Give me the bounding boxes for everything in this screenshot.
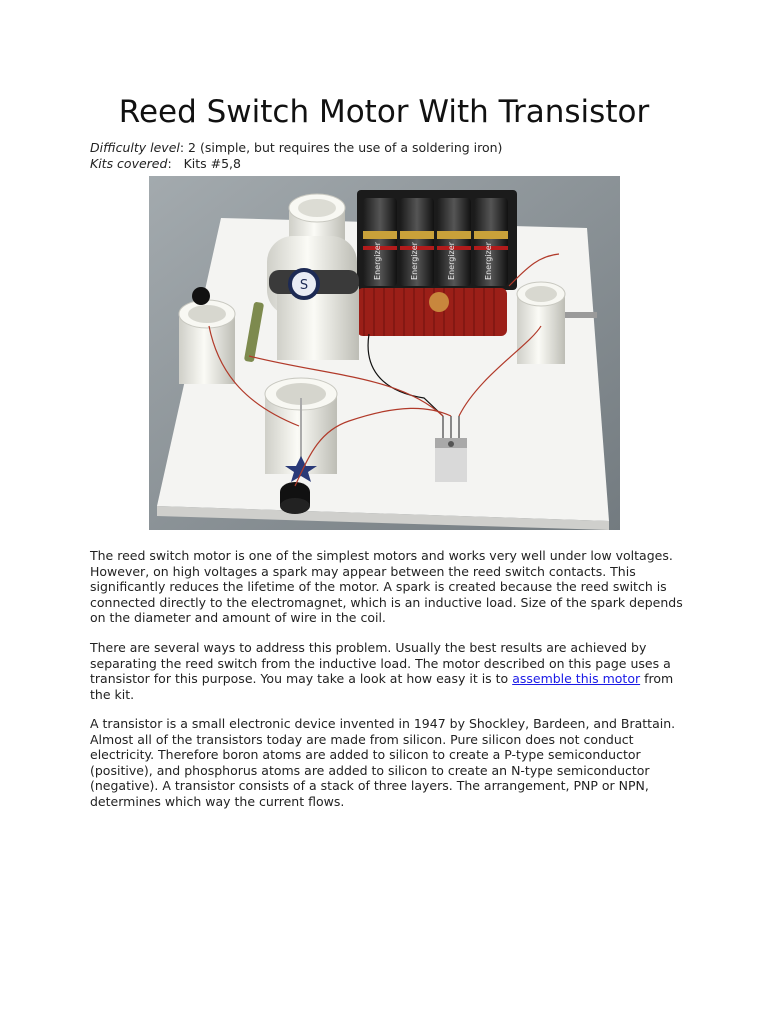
capacitor xyxy=(429,292,449,312)
paragraph-2-text-b: from the kit. xyxy=(90,671,674,702)
motor-photo xyxy=(149,176,620,530)
paragraph-2-text-a: There are several ways to address this problem. Usually the best results are achieved by separating the reed switch from the inductive load. The motor described on this page uses a transistor for this purpose. You may take a look at how easy it is to xyxy=(90,640,671,686)
svg-text:Energizer: Energizer xyxy=(484,242,493,280)
kits-label: Kits covered xyxy=(90,156,168,171)
svg-text:S: S xyxy=(299,278,309,293)
svg-text:Energizer: Energizer xyxy=(447,242,456,280)
svg-text:Energizer: Energizer xyxy=(410,242,419,280)
svg-text:Energizer: Energizer xyxy=(373,242,382,280)
page-title: Reed Switch Motor With Transistor xyxy=(118,94,650,130)
assemble-motor-link[interactable]: assemble this motor xyxy=(512,671,641,686)
difficulty-value: : 2 (simple, but requires the use of a soldering iron) xyxy=(179,140,503,155)
difficulty-label: Difficulty level xyxy=(90,140,180,155)
kits-value: : Kits #5,8 xyxy=(167,156,241,171)
meta-info xyxy=(90,140,502,172)
paragraph-3: A transistor is a small electronic device invented in 1947 by Shockley, Bardeen, and Brattain. Almost all of the transistors today are made from silicon. Pure silicon does not conduct electricity. Therefore boron atoms are added to silicon to create a P-type semiconductor (positive), and phosphorus atoms are added to silicon to create an N-type semiconductor (negative). A transistor consists of a stack of three layers. The arrangement, PNP or NPN, determines which way the current flows. xyxy=(90,716,676,809)
paragraph-1: The reed switch motor is one of the simplest motors and works very well under low voltages. However, on high voltages a spark may appear between the reed switch contacts. This significantly reduces the lifetime of the motor. A spark is created because the reed switch is connected directly to the electromagnet, which is an inductive load. Size of the spark depends on the diameter and amount of wire in the coil. xyxy=(90,548,683,625)
paragraph-2 xyxy=(90,640,690,702)
motor-illustration xyxy=(149,176,620,530)
difficulty-line xyxy=(90,140,502,156)
kits-line xyxy=(90,156,502,172)
